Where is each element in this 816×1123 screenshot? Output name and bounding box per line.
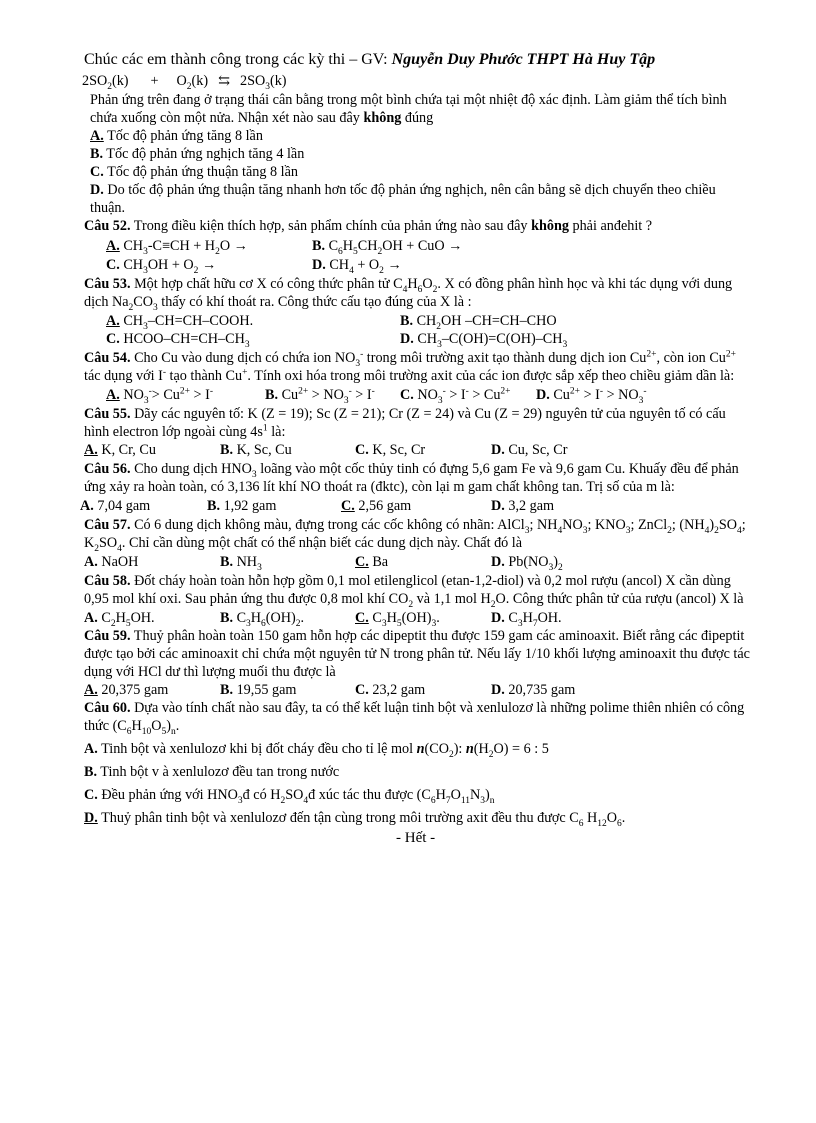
q55-stem-line1: Câu 55. Dãy các nguyên tố: K (Z = 19); Sc (Z = 21); Cr (Z = 24) và Cu (Z = 29) nguyên tử của nguyên tố có cấu	[84, 406, 726, 422]
q54-option-a: A. $NO_3^-> Cu^{2+} > I^-$	[106, 386, 213, 406]
q58-option-b: B. $C_3H_6(OH)_2$.	[220, 610, 305, 629]
q57-stem-line2: $K_2SO_4$. Chỉ cần dùng một chất có thể nhận biết các dung dịch này. Chất đó là	[84, 535, 523, 554]
q51-option-d: D. Do tốc độ phản ứng thuận tăng nhanh hơn tốc độ phản ứng nghịch, nên cân bằng sẽ dịch chuyển theo chiều	[90, 182, 716, 198]
q53-stem-line2: dịch $Na_2CO_3$ thấy có khí thoát ra. Công thức cấu tạo đúng của X là :	[84, 294, 472, 313]
q52-option-a: A. $CH_3-C\equiv CH + H_2O$ →	[106, 238, 248, 257]
q51-option-b: B. Tốc độ phản ứng nghịch tăng 4 lần	[90, 146, 305, 162]
q56-stem-line2: ứng xảy ra hoàn toàn, có 3,136 lít khí NO thoát ra (đktc), còn lại m gam chất không tan. Trị số của m là:	[84, 479, 675, 495]
q57-option-a: A. NaOH	[84, 554, 139, 570]
q51-option-d-cont: thuận.	[90, 200, 126, 216]
q55-option-b: B. K, Sc, Cu	[220, 442, 292, 458]
q60-option-c: C. Đều phản ứng với $HNO_3đ$ có $H_2SO_4đ$ xúc tác thu được $(C_6H_7O_{11}N_3)_n$	[84, 787, 495, 806]
q56-stem-line1: Câu 56. Cho dung dịch $HNO_3$ loãng vào một cốc thủy tinh có đựng 5,6 gam Fe và 9,6 gam Cu. Khuấy đều để phản	[84, 461, 739, 480]
header-teacher: Nguyễn Duy Phước THPT Hà Huy Tập	[391, 51, 656, 68]
q51-stem-line1: Phản ứng trên đang ở trạng thái cân bằng trong một bình chứa tại một nhiệt độ xác định. Làm giảm thể tích bình	[90, 92, 727, 108]
q54-stem-line1: Câu 54. Cho Cu vào dung dịch có chứa ion $NO_3^-$ trong môi trường axit tạo thành dung dịch ion $Cu^{2+}$, còn ion $Cu^{2+}$	[84, 349, 736, 369]
q58-option-a: A. $C_2H_5OH$.	[84, 610, 155, 629]
q55-option-d: D. Cu, Sc, Cr	[491, 442, 568, 458]
q58-option-c: C. $C_3H_5(OH)_3$.	[355, 610, 440, 629]
page-header	[84, 50, 655, 70]
q59-option-a: A. 20,375 gam	[84, 682, 169, 698]
q58-stem-line2: 0,95 mol khí oxi. Sau phản ứng thu được 0,8 mol khí $CO_2$ và 1,1 mol $H_2O$. Công thức phân tử của rượu (ancol) X là	[84, 591, 744, 610]
q60-stem-line1: Câu 60. Dựa vào tính chất nào sau đây, ta có thể kết luận tinh bột và xenlulozơ là những polime thiên nhiên có công	[84, 700, 745, 716]
q59-stem-line1: Câu 59. Thuỷ phân hoàn toàn 150 gam hỗn hợp các dipeptit thu được 159 gam các aminoaxit. Biết rằng các đipeptit	[84, 628, 745, 644]
q59-option-d: D. 20,735 gam	[491, 682, 576, 698]
q53-stem-line1: Câu 53. Một hợp chất hữu cơ X có công thức phân tử $C_4H_6O_2$. X có đồng phân hình học và khi tác dụng với dung	[84, 276, 733, 295]
q56-option-a: A. 7,04 gam	[80, 498, 151, 514]
q53-option-a: A. $CH_3-CH=CH$–COOH.	[106, 313, 254, 332]
q51-option-a: A. Tốc độ phản ứng tăng 8 lần	[90, 128, 263, 144]
q57-stem-line1: Câu 57. Có 6 dung dịch không màu, đựng trong các cốc không có nhãn: AlCl$_3$; $NH_4NO_3$; $KNO_3$; ZnCl$_2$; $(NH_4)_2SO_4$;	[84, 517, 746, 536]
q54-option-b: B. $Cu^{2+} > NO_3^- > I^-$	[265, 386, 375, 406]
q55-option-c: C. K, Sc, Cr	[355, 442, 426, 458]
q52-option-d: D. $CH_4 + O_2$ →	[312, 257, 402, 276]
end-marker: - Hết -	[396, 830, 436, 846]
q59-stem-line3: dụng với HCl dư thì lượng muối thu được là	[84, 664, 336, 680]
q51-stem-line2: chứa xuống còn một nửa. Nhận xét nào sau đây không đúng	[90, 110, 434, 126]
q55-option-a: A. K, Cr, Cu	[84, 442, 156, 458]
q51-option-c: C. Tốc độ phản ứng thuận tăng 8 lần	[90, 164, 298, 180]
q60-option-b: B. Tinh bột v à xenlulozơ đều tan trong nước	[84, 764, 340, 780]
q56-option-b: B. 1,92 gam	[207, 498, 277, 514]
q58-stem-line1: Câu 58. Đốt cháy hoàn toàn hỗn hợp gồm 0,1 mol etilenglicol (etan-1,2-diol) và 0,2 mol rượu (ancol) X cần dùng	[84, 573, 731, 589]
q60-stem-line2: thức $(C_6H_{10}O_5)_n$.	[84, 718, 180, 737]
q56-option-d: D. 3,2 gam	[491, 498, 555, 514]
q53-option-d: D. $CH_3-C(OH)=C(OH)-CH_3$	[400, 331, 568, 350]
q59-option-c: C. 23,2 gam	[355, 682, 426, 698]
q54-stem-line2: tác dụng với I- tạo thành Cu+. Tính oxi hóa trong môi trường axit của các ion được sắp xếp theo chiều giảm dần là:	[84, 367, 735, 384]
q59-option-b: B. 19,55 gam	[220, 682, 297, 698]
q54-option-d: D. $Cu^{2+} > I^- > NO_3^-$	[536, 386, 647, 406]
q60-option-d: D. Thuỷ phân tinh bột và xenlulozơ đến tận cùng trong môi trường axit đều thu được $C_6$ $H_{12}O_6$.	[84, 810, 626, 829]
q54-option-c: C. $NO_3^- > I^- > Cu^{2+}$	[400, 386, 511, 406]
q52-option-b: B. $C_6H_5CH_2OH$ + CuO →	[312, 238, 463, 257]
q57-option-d: D. $Pb(NO_3)_2$	[491, 554, 563, 573]
q60-option-a: A. Tinh bột và xenlulozơ khi bị đốt cháy đều cho tỉ lệ mol $n(CO_2)$: $n(H_2O) = 6$ : 5	[84, 741, 549, 760]
q55-stem-line2: hình electron lớp ngoài cùng $4s^1$ là:	[84, 423, 286, 440]
header-greeting: Chúc các em thành công trong các kỳ thi – GV:	[84, 51, 392, 68]
q53-option-c: C. HCOO–$CH=CH-CH_3$	[106, 331, 250, 350]
q51-equation: $2SO_2(k) + O_2(k)$ ⇆ $2SO_3(k)$	[82, 73, 287, 92]
q57-option-c: C. Ba	[355, 554, 389, 570]
q53-option-b: B. $CH_2OH$ –CH=CH–CHO	[400, 313, 557, 332]
q52-option-c: C. $CH_3OH + O_2$ →	[106, 257, 217, 276]
q59-stem-line2: được tạo bởi các aminoaxit chỉ chứa một nguyên tử N trong phân tử. Nếu lấy 1/10 khối lượng aminoaxit thu được tác	[84, 646, 750, 662]
q57-option-b: B. $NH_3$	[220, 554, 262, 573]
q56-option-c: C. 2,56 gam	[341, 498, 412, 514]
q58-option-d: D. $C_3H_7OH$.	[491, 610, 562, 629]
q52-stem: Câu 52. Trong điều kiện thích hợp, sản phẩm chính của phản ứng nào sau đây không phải anđehit ?	[84, 218, 653, 234]
